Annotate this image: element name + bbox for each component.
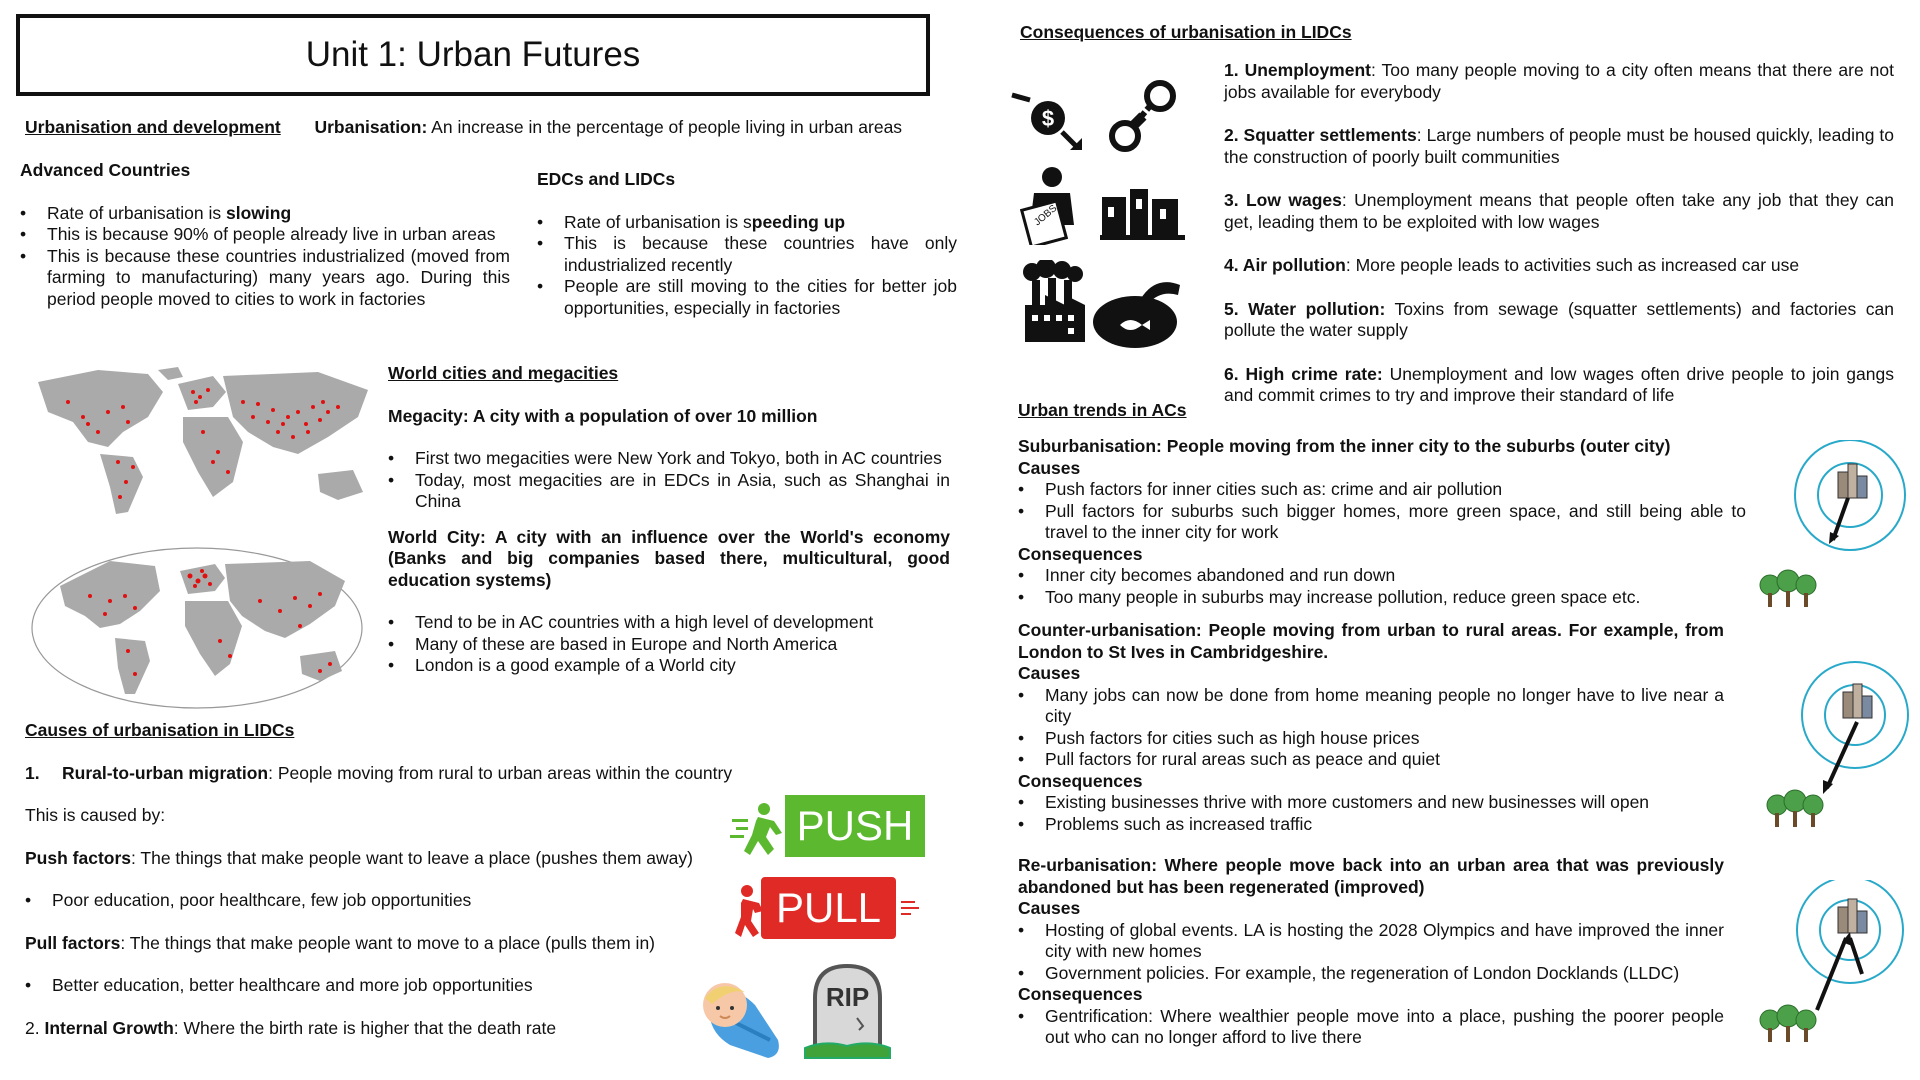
edcs-heading: EDCs and LIDCs	[537, 169, 676, 189]
list-item: • Government policies. For example, the regeneration of London Docklands (LLDC)	[1018, 963, 1724, 985]
counter-urbanisation-section	[1018, 620, 1724, 835]
consequences-label: Consequences	[1018, 984, 1143, 1004]
consequences-label: Consequences	[1018, 543, 1143, 564]
world-cities-map-image	[30, 546, 365, 711]
list-item: • First two megacities were New York and Tokyo, both in AC countries	[388, 448, 950, 470]
water-pollution-icon	[1090, 270, 1185, 350]
baby-icon	[690, 970, 785, 1065]
re-urbanisation-title: Re-urbanisation: Where people move back into an urban area that was previously abandoned but has been regenerated (improved)	[1018, 855, 1724, 897]
cause-rural-urban: 1. Rural-to-urban migration: People moving from rural to urban areas within the country	[25, 762, 733, 783]
list-item: • Too many people in suburbs may increase pollution, reduce green space etc.	[1018, 587, 1748, 609]
list-item: • Problems such as increased traffic	[1018, 814, 1724, 836]
city-buildings-icon	[1843, 684, 1872, 718]
consequence-item: 1. Unemployment: Too many people moving to a city often means that there are not jobs available for everybody	[1224, 60, 1894, 102]
factory-pollution-icon	[1020, 260, 1090, 345]
push-factors-definition: Push factors: The things that make people want to leave a place (pushes them away)	[25, 847, 693, 868]
suburbanisation-title: Suburbanisation: People moving from the inner city to the suburbs (outer city)	[1018, 436, 1671, 456]
pull-label: PULL	[761, 877, 896, 939]
world-city-definition: World City: A city with an influence over the World's economy (Banks and big companies based there, multicultural, good education systems)	[388, 526, 950, 590]
urbanisation-definition: An increase in the percentage of people living in urban areas	[427, 117, 903, 137]
list-item: • Gentrification: Where wealthier people move into a place, pushing the poorer people out who can no longer afford to live there	[1018, 1006, 1724, 1049]
re-urbanisation-section	[1018, 855, 1724, 1049]
consequence-item: 3. Low wages: Unemployment means that people often take any job that they can get, leading them to be exploited with low wages	[1224, 190, 1895, 232]
list-item: • This is because 90% of people already live in urban areas	[20, 224, 510, 246]
edcs-section	[537, 169, 957, 319]
handcuffs-icon	[1105, 78, 1180, 158]
list-item: • Pull factors for rural areas such as peace and quiet	[1018, 749, 1724, 771]
trees-icon	[1760, 570, 1816, 607]
suburbanisation-section	[1018, 436, 1748, 608]
list-item: • Rate of urbanisation is slowing	[20, 203, 510, 225]
world-cities-heading: World cities and megacities	[388, 363, 619, 383]
list-item: • Pull factors for suburbs such bigger homes, more green space, and still being able to travel to the inner city for work	[1018, 501, 1746, 544]
consequence-item: 5. Water pollution: Toxins from sewage (squatter settlements) and factories can pollute the water supply	[1224, 298, 1894, 340]
megacity-definition: Megacity: A city with a population of over 10 million	[388, 405, 818, 426]
list-item: • Push factors for inner cities such as: crime and air pollution	[1018, 479, 1746, 501]
list-item: • Today, most megacities are in EDCs in Asia, such as Shanghai in China	[388, 470, 950, 513]
urbanisation-definition-row	[25, 117, 935, 139]
re-urbanisation-diagram	[1750, 880, 1920, 1060]
trees-icon	[1767, 790, 1823, 827]
list-item: • Hosting of global events. LA is hosting the 2028 Olympics and have improved the inner city with new homes	[1018, 920, 1724, 963]
list-item: • This is because these countries have only industrialized recently	[537, 233, 957, 276]
list-item: • London is a good example of a World city	[388, 655, 950, 677]
causes-label: Causes	[1018, 663, 1081, 683]
list-item: • People are still moving to the cities for better job opportunities, especially in factories	[537, 276, 957, 319]
megacities-map-image	[28, 362, 378, 522]
pushing-person-icon	[730, 799, 790, 859]
cause-internal-growth: 2. Internal Growth: Where the birth rate is higher that the death rate	[25, 1017, 557, 1038]
caused-by-label: This is caused by:	[25, 805, 166, 825]
pull-factors-definition: Pull factors: The things that make people want to move to a place (pulls them in)	[25, 932, 656, 953]
city-buildings-icon	[1838, 899, 1867, 933]
list-item: • Many jobs can now be done from home meaning people no longer have to live near a city	[1018, 685, 1724, 728]
advanced-heading: Advanced Countries	[20, 160, 191, 180]
consequence-item: 4. Air pollution: More people leads to activities such as increased car use	[1224, 255, 1800, 275]
jobs-label: JOBS	[1032, 203, 1060, 229]
causes-label: Causes	[1018, 457, 1081, 478]
list-item: • Better education, better healthcare and more job opportunities	[25, 975, 755, 997]
push-label: PUSH	[785, 795, 925, 857]
trees-icon	[1760, 1005, 1816, 1042]
counter-urbanisation-diagram	[1755, 660, 1920, 840]
consequences-heading: Consequences of urbanisation in LIDCs	[1020, 22, 1352, 42]
causes-label: Causes	[1018, 898, 1081, 918]
pull-sign-image	[733, 877, 933, 943]
page-title: Unit 1: Urban Futures	[16, 14, 930, 96]
list-item: • Tend to be in AC countries with a high level of development	[388, 612, 950, 634]
causes-section	[25, 720, 755, 1039]
svg-text:$: $	[1041, 106, 1055, 131]
rip-label: RIP	[825, 982, 870, 1012]
push-sign-image	[730, 795, 930, 859]
counter-urbanisation-title: Counter-urbanisation: People moving from urban to rural areas. For example, from London to St Ives in Cambridgeshire.	[1018, 620, 1724, 662]
list-item: • This is because these countries industrialized (moved from farming to manufacturing) many years ago. During this period people moved to cities to work in factories	[20, 246, 510, 311]
causes-heading: Causes of urbanisation in LIDCs	[25, 720, 295, 740]
city-buildings-icon	[1838, 464, 1867, 498]
list-item: • Existing businesses thrive with more customers and new businesses will open	[1018, 792, 1724, 814]
consequences-list	[1224, 60, 1894, 407]
list-item: • Poor education, poor healthcare, few job opportunities	[25, 890, 755, 912]
consequence-item: 6. High crime rate: Unemployment and low wages often drive people to join gangs and commit crimes to try and improve their standard of life	[1224, 363, 1894, 405]
urban-trends-heading: Urban trends in ACs	[1018, 400, 1187, 420]
suburbanisation-diagram	[1750, 440, 1920, 620]
advanced-countries-section	[20, 160, 510, 310]
list-item: • Rate of urbanisation is speeding up	[537, 212, 957, 234]
urbanisation-dev-heading: Urbanisation and development	[25, 117, 281, 137]
falling-money-icon	[1010, 80, 1085, 155]
consequences-label: Consequences	[1018, 770, 1143, 791]
squatter-houses-icon	[1100, 185, 1185, 240]
world-cities-section	[388, 363, 950, 677]
list-item: • Inner city becomes abandoned and run down	[1018, 565, 1748, 587]
motion-lines-icon	[901, 901, 921, 917]
list-item: • Many of these are based in Europe and North America	[388, 634, 950, 656]
list-item: • Push factors for cities such as high house prices	[1018, 728, 1724, 750]
urbanisation-term: Urbanisation:	[314, 117, 428, 137]
consequence-item: 2. Squatter settlements: Large numbers of people must be housed quickly, leading to the construction of poorly built communities	[1224, 125, 1894, 167]
